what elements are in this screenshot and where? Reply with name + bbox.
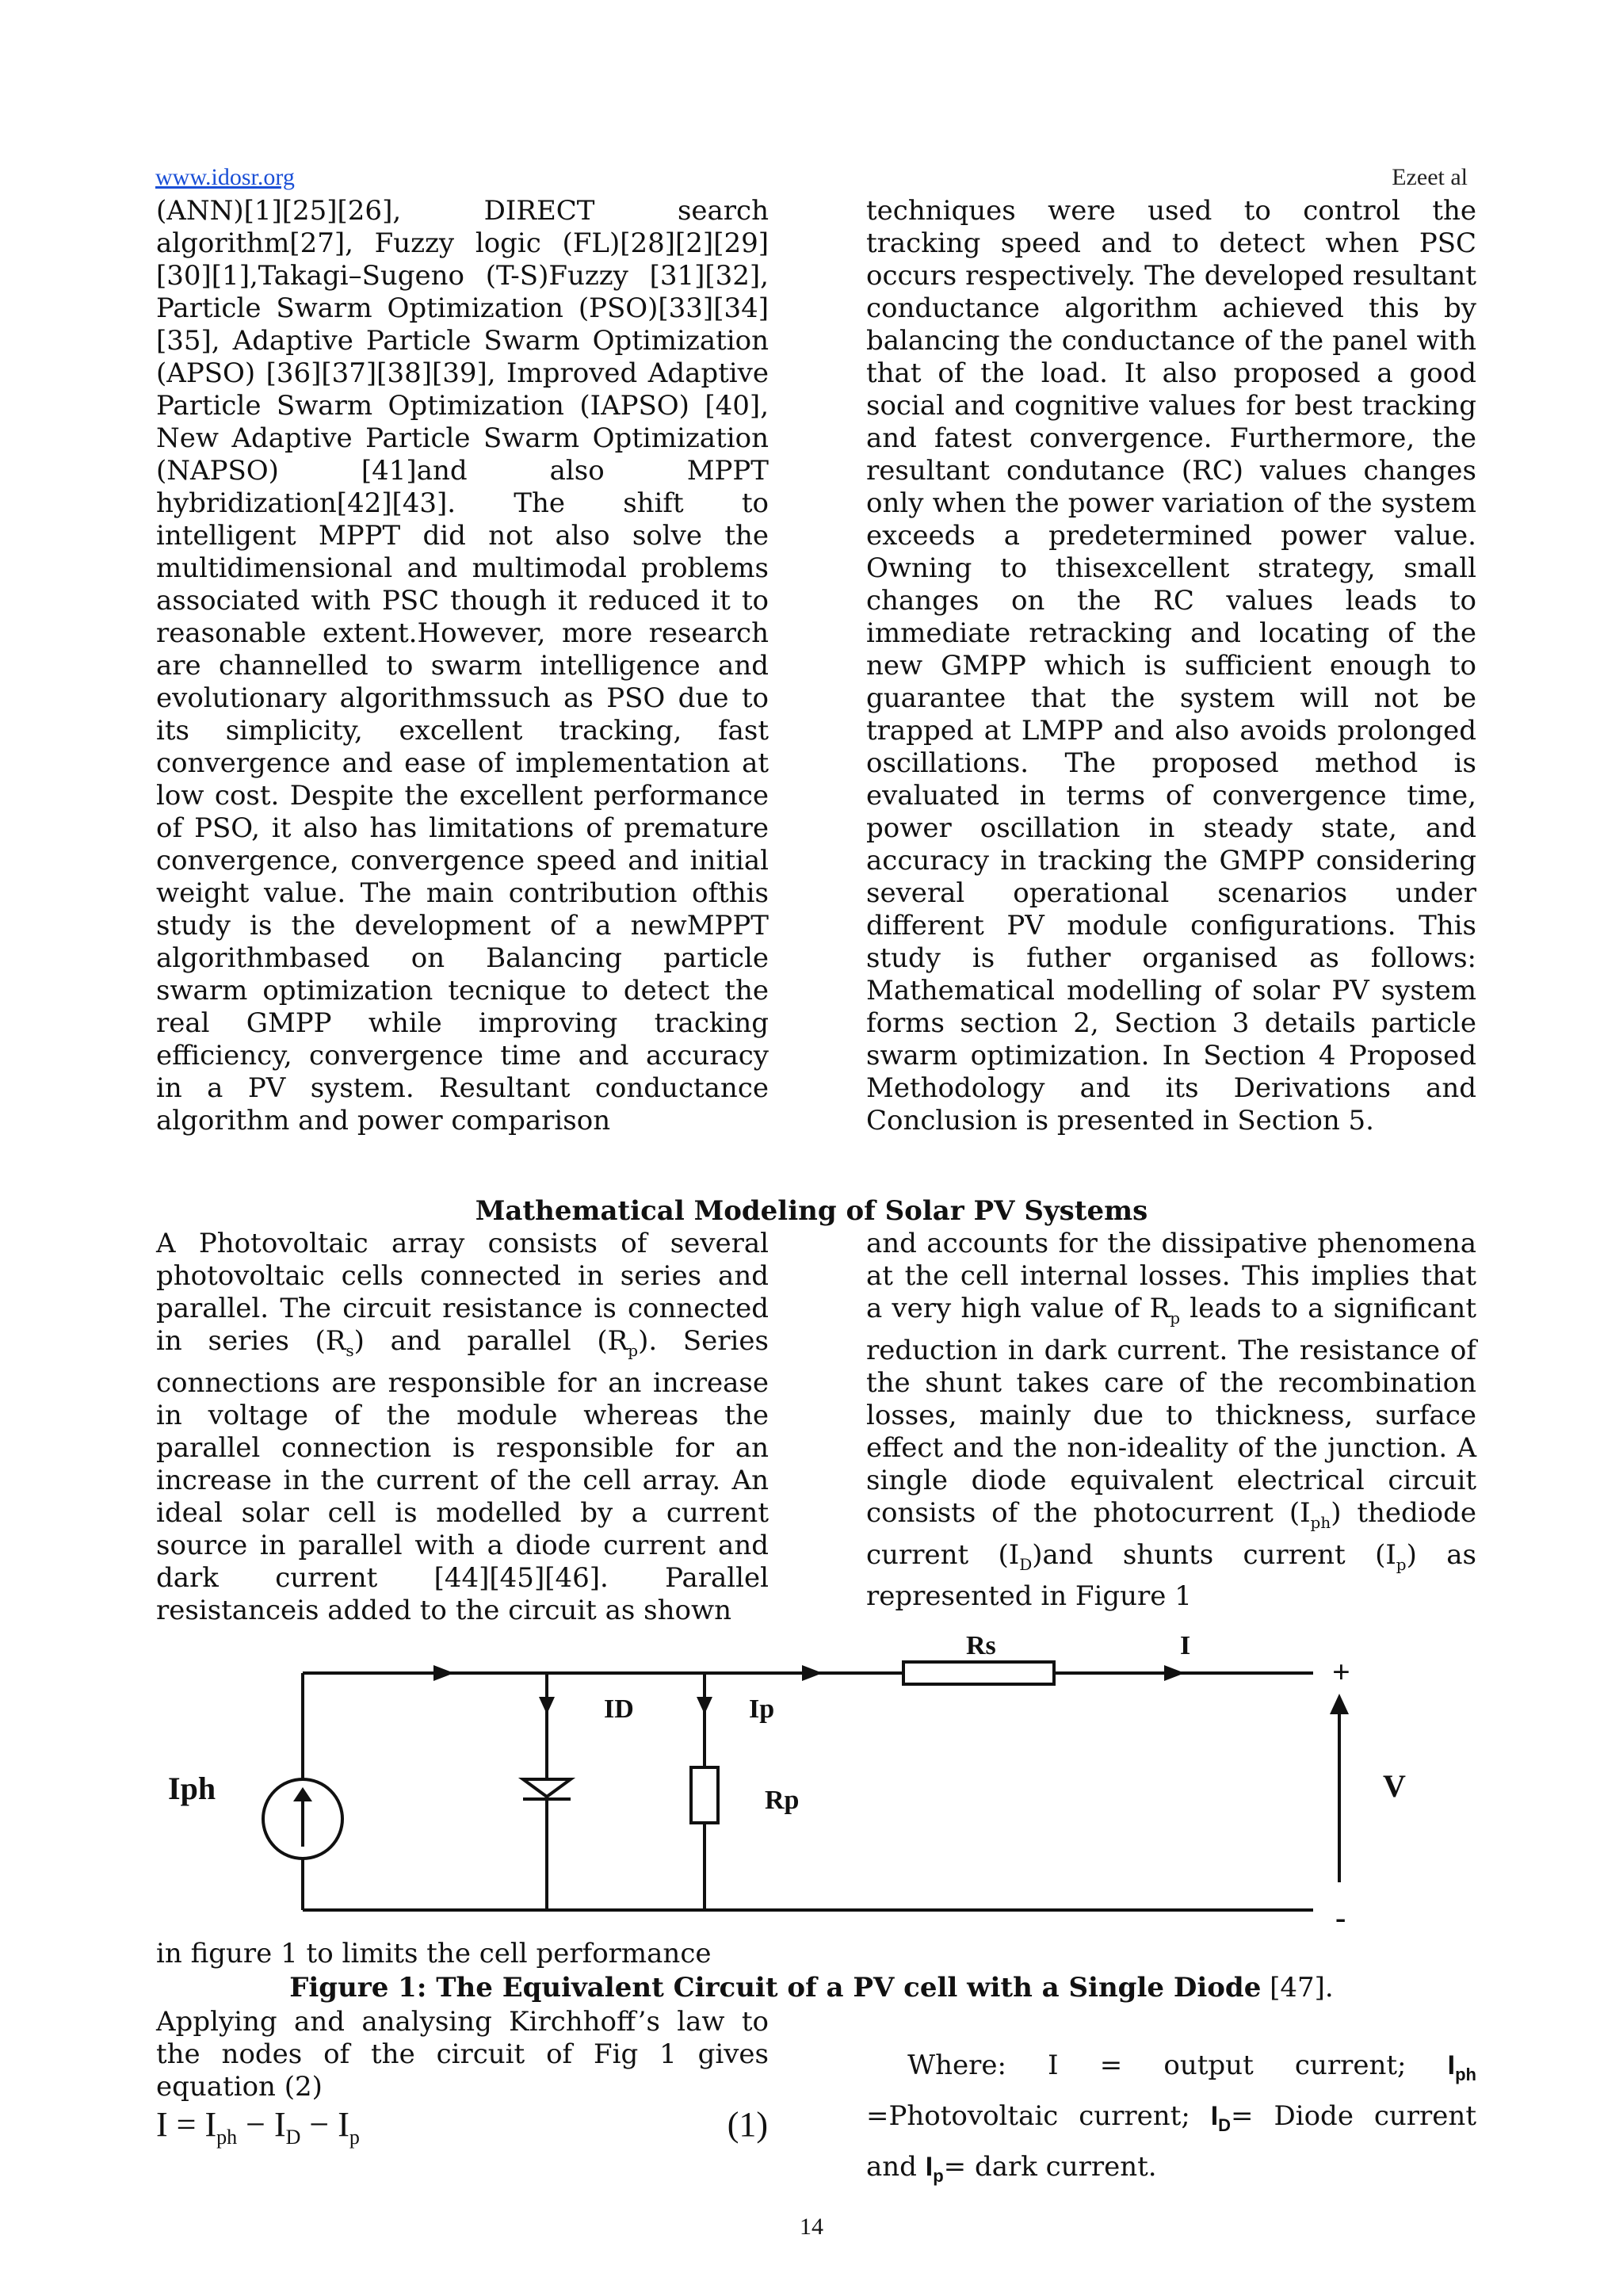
label-id: ID	[604, 1694, 634, 1724]
text-span: A Photovoltaic array consists of several photovoltaic cells connected in series and parallel. The circuit resistance is connected in series (R	[156, 1228, 769, 1357]
label-i: I	[1180, 1631, 1191, 1660]
eq-sub-ph: ph	[216, 2125, 238, 2149]
diode-symbol	[523, 1779, 571, 1797]
text-span: ) as represented in Figure 1	[866, 1538, 1476, 1613]
subscript-p: p	[933, 2165, 944, 2186]
label-iph: Iph	[168, 1771, 216, 1806]
author-header: Ezeet al	[1392, 164, 1468, 190]
equation-1	[156, 2104, 774, 2152]
text-span: = dark current.	[943, 2150, 1157, 2183]
symbol-id: I	[1210, 2100, 1219, 2131]
left-column-paragraph-2	[156, 1228, 769, 1627]
circuit-diagram	[156, 1621, 1503, 1938]
left-paragraph-3: Applying and analysing Kirchhoff’s law to the nodes of the circuit of Fig 1 gives equation (2)	[156, 2006, 769, 2103]
eq-sub-p: p	[349, 2125, 360, 2149]
left-column-paragraph-1	[156, 195, 769, 1137]
right-paragraph-1: techniques were used to control the tracking speed and to detect when PSC occurs respectively. The developed resultant conductance algorithm achieved this by balancing the conductance of the panel with that of the load. It also proposed a good social and cognitive values for best tracking and fatest convergence. Furthermore, the resultant condutance (RC) values changes only when the power variation of the system exceeds a predetermined power value. Owning to thisexcellent strategy, small changes on the RC values leads to immediate retracking and locating of the new GMPP which is sufficient enough to guarantee that the system will not be trapped at LMPP and also avoids prolonged oscillations. The proposed method is evaluated in terms of convergence time, power oscillation in steady state, and accuracy in tracking the GMPP considering several operational scenarios under different PV module configurations. This study is futher organised as follows: Mathematical modelling of solar PV system forms section 2, Section 3 details particle swarm optimization. In Section 4 Proposed Methodology and its Derivations and Conclusion is presented in Section 5.	[866, 195, 1476, 1137]
label-rp: Rp	[765, 1786, 800, 1815]
section-heading: Mathematical Modeling of Solar PV Systems	[475, 1195, 1148, 1227]
eq-part: − I	[300, 2105, 349, 2144]
rp-resistor	[691, 1767, 718, 1823]
subscript-p: p	[628, 1340, 639, 1360]
eq-sub-d: D	[285, 2125, 301, 2149]
left-paragraph-2	[156, 1228, 769, 1627]
text-span: leads to a significant reduction in dark current. The resistance of the shunt takes care of the recombination losses, mainly due to thickness, surface effect and the non-ideality of the junction. A single diode equivalent electrical circuit consists of the photocurrent (I	[866, 1293, 1476, 1529]
arrow-i	[1164, 1665, 1185, 1681]
right-paragraph-2	[866, 1228, 1476, 1613]
subscript-p: p	[1170, 1308, 1181, 1328]
subscript-p: p	[1396, 1554, 1407, 1574]
equation-number: (1)	[727, 2105, 768, 2144]
arrow-id	[539, 1697, 555, 1714]
subscript-d: D	[1019, 1554, 1033, 1574]
subscript-d: D	[1218, 2115, 1232, 2135]
eq-part: I = I	[156, 2105, 217, 2144]
label-minus: -	[1335, 1900, 1346, 1935]
equation-body	[156, 2104, 360, 2149]
site-link[interactable]: www.idosr.org	[155, 164, 295, 190]
eq-part: − I	[237, 2105, 286, 2144]
right-column-paragraph-2	[866, 1228, 1476, 1613]
left-tail-line: in figure 1 to limits the cell performance	[156, 1938, 712, 1969]
text-span: )and shunts current (I	[1032, 1538, 1396, 1571]
arrow-top-2	[802, 1665, 823, 1681]
subscript-ph: ph	[1455, 2064, 1476, 2084]
label-ip: Ip	[749, 1694, 775, 1724]
arrow-ip	[697, 1697, 712, 1714]
rs-resistor	[903, 1662, 1054, 1684]
variable-definitions	[866, 2045, 1476, 2196]
page-number: 14	[800, 2214, 823, 2240]
right-column-paragraph-1	[866, 195, 1476, 1137]
text-span: ) thediode current (I	[866, 1496, 1477, 1571]
left-column-paragraph-3	[156, 2006, 769, 2103]
text-span: ). Series connections are responsible for an increase in voltage of the module whereas the parallel connection is responsible for an increase in the current of the cell array. An ideal solar cell is modelled by a current source in parallel with a diode current and dark current [44][45][46]. Parallel resistanceis added to the circuit as shown	[156, 1325, 769, 1626]
arrow-top-1	[433, 1665, 454, 1681]
voltage-arrowhead	[1330, 1694, 1349, 1714]
label-v: V	[1383, 1768, 1406, 1804]
text-span: = Diode current and	[866, 2099, 1476, 2183]
text-span: and accounts for the dissipative phenomena at the cell internal losses. This implies that a very high value of R	[866, 1228, 1476, 1324]
text-span: Where: I = output current;	[907, 2050, 1448, 2081]
subscript-ph: ph	[1310, 1512, 1331, 1532]
symbol-iph: I	[1447, 2050, 1456, 2080]
caption-ref: [47].	[1261, 1972, 1334, 2004]
left-paragraph-1: (ANN)[1][25][26], DIRECT search algorithm[27], Fuzzy logic (FL)[28][2][29][30][1],Takagi–Sugeno (T-S)Fuzzy [31][32], Particle Swarm Optimization (PSO)[33][34][35], Adaptive Particle Swarm Optimization (APSO) [36][37][38][39], Improved Adaptive Particle Swarm Optimization (IAPSO) [40], New Adaptive Particle Swarm Optimization (NAPSO) [41]and also MPPT hybridization[42][43]. The shift to intelligent MPPT did not also solve the multidimensional and multimodal problems associated with PSC though it reduced it to reasonable extent.However, more research are channelled to swarm intelligence and evolutionary algorithmssuch as PSO due to its simplicity, excellent tracking, fast convergence and ease of implementation at low cost. Despite the excellent performance of PSO, it also has limitations of premature convergence, convergence speed and initial weight value. The main contribution ofthis study is the development of a newMPPT algorithmbased on Balancing particle swarm optimization tecnique to detect the real GMPP while improving tracking efficiency, convergence time and accuracy in a PV system. Resultant conductance algorithm and power comparison	[156, 195, 769, 1137]
text-span: ) and parallel (R	[353, 1325, 628, 1357]
text-span: =Photovoltaic current;	[866, 2099, 1211, 2132]
subscript-s: s	[346, 1340, 354, 1360]
label-rs: Rs	[966, 1631, 996, 1660]
figure-caption	[0, 1972, 1623, 2004]
caption-title: Figure 1: The Equivalent Circuit of a PV cell with a Single Diode	[289, 1972, 1262, 2004]
label-plus: +	[1332, 1654, 1350, 1690]
symbol-ip: I	[925, 2151, 934, 2182]
